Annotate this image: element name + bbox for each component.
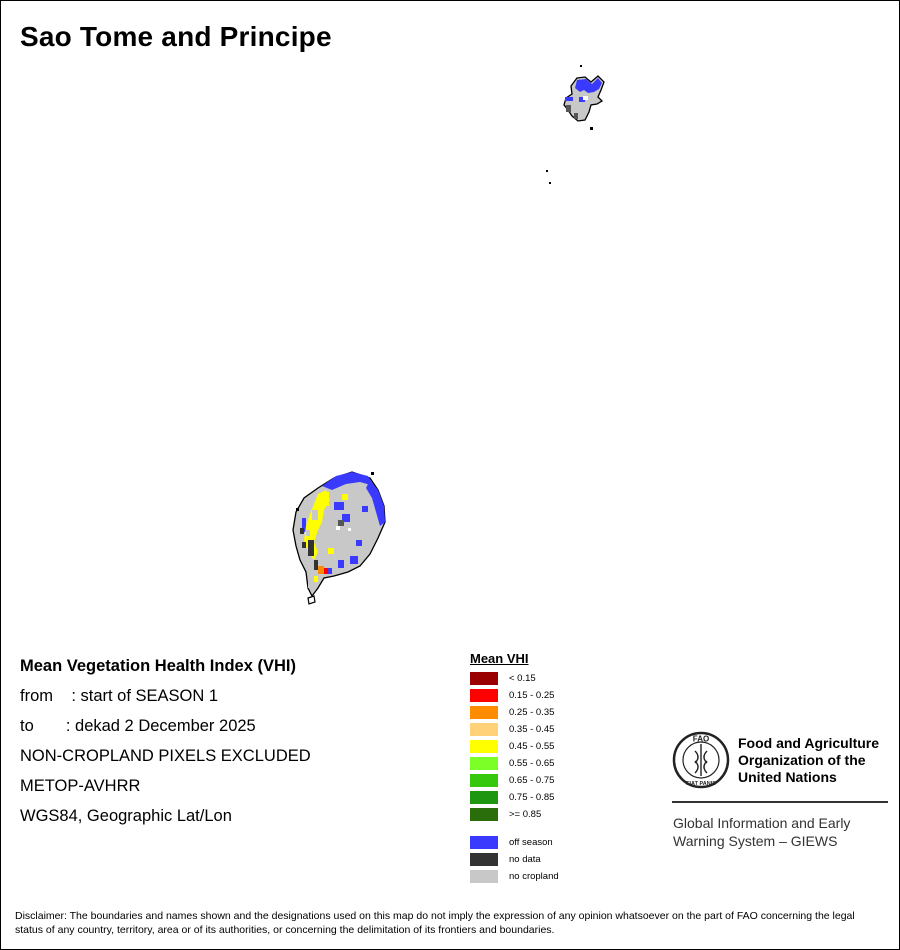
period-from: from : start of SEASON 1 <box>20 687 219 705</box>
legend-item <box>470 687 559 704</box>
sao-tome-island <box>293 472 385 604</box>
legend-swatch <box>470 808 498 821</box>
legend-item <box>470 721 559 738</box>
fao-org-name <box>738 735 888 786</box>
legend-label: 0.75 - 0.85 <box>509 792 555 803</box>
legend-label: no cropland <box>509 871 559 882</box>
legend-item <box>470 868 559 885</box>
exclusion-note: NON-CROPLAND PIXELS EXCLUDED <box>20 747 311 765</box>
principe-island <box>546 65 604 184</box>
projection-label: WGS84, Geographic Lat/Lon <box>20 807 232 825</box>
fao-divider <box>672 801 888 803</box>
map-info-block <box>20 656 311 836</box>
fao-logo-icon <box>672 731 730 789</box>
legend-item <box>470 806 559 823</box>
legend-item <box>470 704 559 721</box>
sensor-label: METOP-AVHRR <box>20 777 141 795</box>
legend-swatch <box>470 672 498 685</box>
legend-label: no data <box>509 854 541 865</box>
index-heading: Mean Vegetation Health Index (VHI) <box>20 657 296 675</box>
fao-org-line3: United Nations <box>738 769 837 785</box>
legend-label: 0.25 - 0.35 <box>509 707 555 718</box>
fao-org-line2: Organization of the <box>738 752 866 768</box>
legend-swatch <box>470 774 498 787</box>
legend-item <box>470 738 559 755</box>
legend-swatch <box>470 870 498 883</box>
legend-swatch <box>470 791 498 804</box>
giews-name <box>673 814 889 850</box>
legend-swatch <box>470 723 498 736</box>
fao-logo-letters: FAO <box>692 734 710 744</box>
legend-classes <box>470 670 559 823</box>
legend-item <box>470 789 559 806</box>
fao-org-line1: Food and Agriculture <box>738 735 880 751</box>
legend-label: >= 0.85 <box>509 809 542 820</box>
legend-label: 0.15 - 0.25 <box>509 690 555 701</box>
legend-swatch <box>470 740 498 753</box>
legend-special <box>470 834 559 885</box>
map-legend <box>470 651 559 885</box>
legend-item <box>470 834 559 851</box>
giews-line2: Warning System – GIEWS <box>673 833 838 849</box>
legend-item <box>470 772 559 789</box>
legend-swatch <box>470 853 498 866</box>
legend-item <box>470 670 559 687</box>
legend-label: 0.35 - 0.45 <box>509 724 555 735</box>
legend-item <box>470 851 559 868</box>
legend-swatch <box>470 757 498 770</box>
legend-swatch <box>470 689 498 702</box>
legend-label: 0.45 - 0.55 <box>509 741 555 752</box>
map-title: Sao Tome and Principe <box>20 21 332 52</box>
legend-label: 0.65 - 0.75 <box>509 775 555 786</box>
fao-logo-motto: FIAT PANIS <box>686 781 716 787</box>
legend-title: Mean VHI <box>470 651 529 666</box>
disclaimer-text: Disclaimer: The boundaries and names shown and the designations used on this map do not imply the expression of any opinion whatsoever on the part of FAO concerning the legal status of any country, territory, area or of its authorities, or concerning the delimitation of its frontiers and boundaries. <box>15 910 855 936</box>
legend-swatch <box>470 706 498 719</box>
legend-item <box>470 755 559 772</box>
period-to: to : dekad 2 December 2025 <box>20 717 256 735</box>
legend-swatch <box>470 836 498 849</box>
legend-label: off season <box>509 837 553 848</box>
legend-label: 0.55 - 0.65 <box>509 758 555 769</box>
legend-label: < 0.15 <box>509 673 536 684</box>
giews-line1: Global Information and Early <box>673 815 851 831</box>
